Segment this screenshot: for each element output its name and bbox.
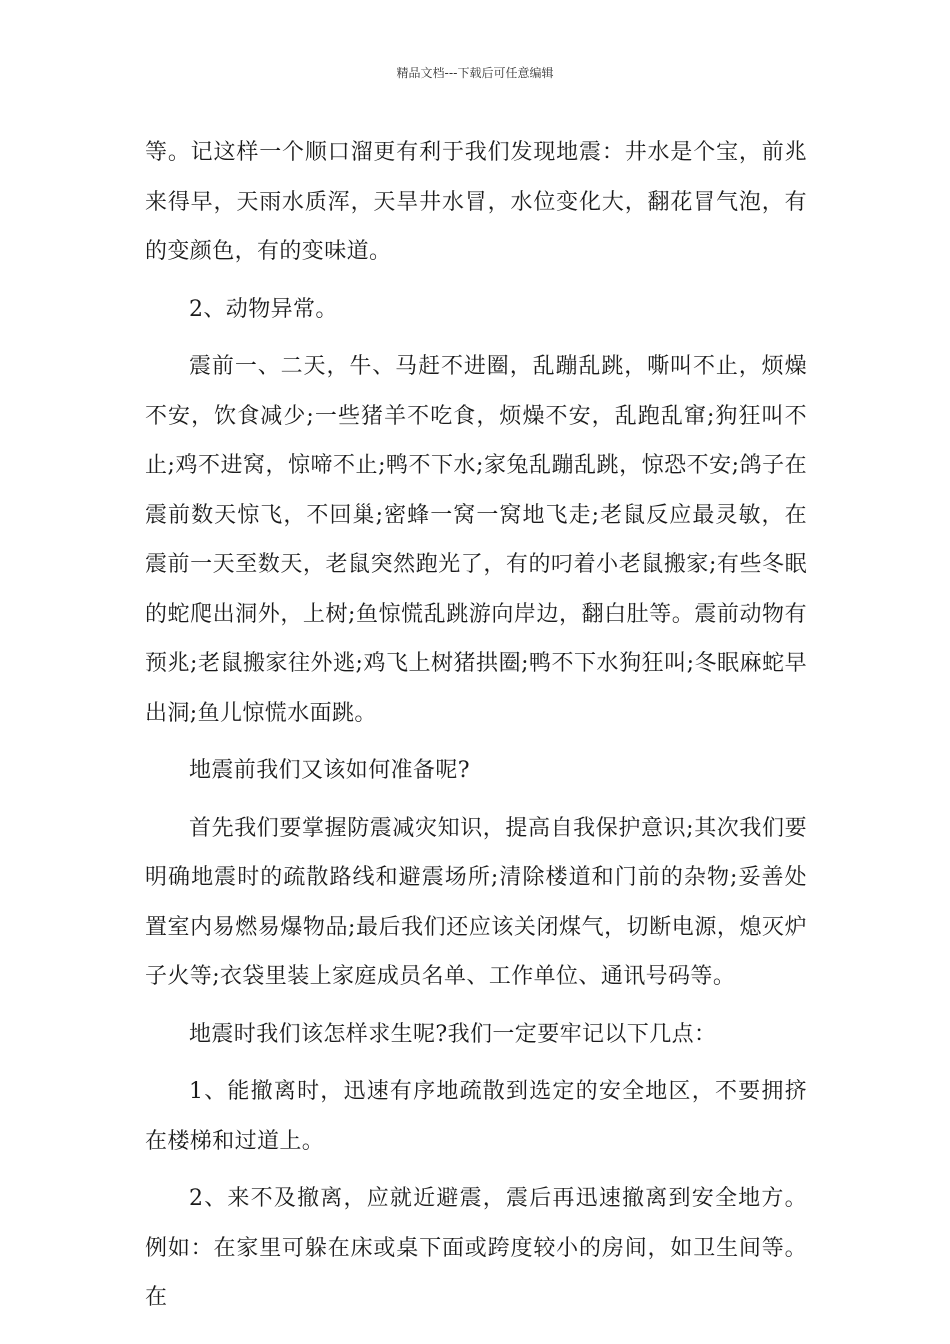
paragraph-preparation: 首先我们要掌握防震减灾知识，提高自我保护意识;其次我们要明确地震时的疏散路线和避震场所;清除楼道和门前的杂物;妥善处置室内易燃易爆物品;最后我们还应该关闭煤气，切断电源，熄灭炉子火等;衣袋里装上家庭成员名单、工作单位、通讯号码等。: [145, 815, 807, 989]
document-body: [145, 128, 807, 1331]
paragraph-animal-behavior: 震前一、二天，牛、马赶不进圈，乱蹦乱跳，嘶叫不止，烦燥不安，饮食减少;一些猪羊不吃食，烦燥不安，乱跑乱窜;狗狂叫不止;鸡不进窝，惊啼不止;鸭不下水;家兔乱蹦乱跳，惊恐不安;鸽子在震前数天惊飞，不回巢;密蜂一窝一窝地飞走;老鼠反应最灵敏，在震前一天至数天，老鼠突然跑光了，有的叼着小老鼠搬家;有些冬眠的蛇爬出洞外，上树;鱼惊慌乱跳游向岸边，翻白肚等。震前动物有预兆;老鼠搬家往外逃;鸡飞上树猪拱圈;鸭不下水狗狂叫;冬眠麻蛇早出洞;鱼儿惊慌水面跳。: [145, 354, 807, 726]
survival-point-1: 1、能撤离时，迅速有序地疏散到选定的安全地区，不要拥挤在楼梯和过道上。: [145, 1079, 807, 1154]
question-preparation: 地震前我们又该如何准备呢?: [189, 758, 470, 783]
paragraph-water-signs: 等。记这样一个顺口溜更有利于我们发现地震：井水是个宝，前兆来得早，天雨水质浑，天旱井水冒，水位变化大，翻花冒气泡，有的变颜色，有的变味道。: [145, 140, 807, 264]
question-survival: 地震时我们该怎样求生呢?我们一定要牢记以下几点：: [189, 1021, 717, 1047]
heading-animal-anomalies: 2、动物异常。: [189, 296, 338, 322]
page-header: 精品文档---下载后可任意编辑: [396, 66, 554, 80]
survival-point-2: 2、来不及撤离，应就近避震，震后再迅速撤离到安全地方。例如：在家里可躲在床或桌下面或跨度较小的房间，如卫生间等。在: [145, 1186, 807, 1310]
